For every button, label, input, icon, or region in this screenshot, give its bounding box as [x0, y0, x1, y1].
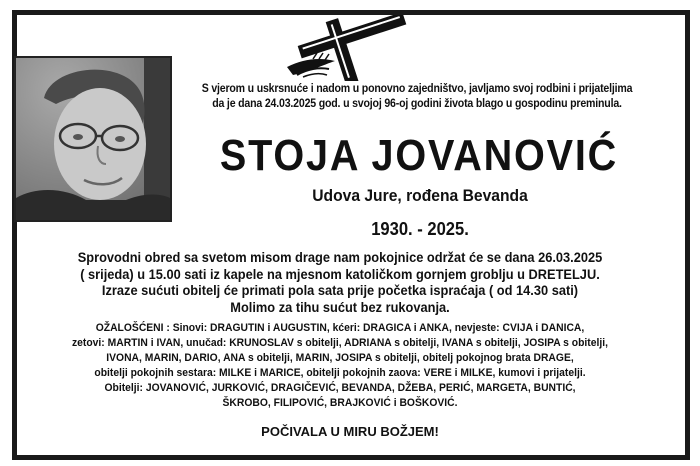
mourners-line-6: ŠKROBO, FILIPOVIĆ, BRAJKOVIĆ i BOŠKOVIĆ. — [222, 397, 458, 409]
deceased-subtitle: Udova Jure, rođena Bevanda — [312, 186, 528, 205]
announcement-line-1: S vjerom u uskrsnuće i nadom u ponovno zajedništvo, javljamo svoj rodbini i prijateljima — [201, 83, 633, 95]
cross-with-palm-icon — [283, 15, 423, 81]
funeral-line-3: Izraze sućuti obitelj će primati pola sata prije početka ispraćaja ( od 14.30 sati) — [101, 283, 579, 298]
mourners-line-2: zetovi: MARTIN i IVAN, unučad: KRUNOSLAV s obitelji, ADRIANA s obitelji, IVANA s obitelji, JOSIPA s obitelji, — [71, 337, 609, 349]
portrait-photo — [14, 56, 172, 222]
mourners-line-1: OŽALOŠĆENI : Sinovi: DRAGUTIN i AUGUSTIN, kćeri: DRAGICA i ANKA, nevjeste: CVIJA i DANICA, — [95, 322, 585, 334]
life-years: 1930. - 2025. — [371, 219, 469, 239]
closing-phrase: POČIVALA U MIRU BOŽJEM! — [261, 424, 439, 439]
funeral-line-2: ( srijeda) u 15.00 sati iz kapele na mjesnom katoličkom gornjem groblju u DRETELJU. — [80, 266, 600, 282]
mourners-line-5: Obitelji: JOVANOVIĆ, JURKOVIĆ, DRAGIČEVIĆ, BEVANDA, DŽEBA, PERIĆ, MARGETA, BUNTIĆ, — [104, 382, 576, 394]
funeral-line-1: Sprovodni obred sa svetom misom drage nam pokojnice održat će se dana 26.03.2025 — [77, 250, 603, 265]
deceased-name: STOJA JOVANOVIĆ — [219, 131, 619, 180]
mourners-line-4: obitelji pokojnih sestara: MILKE i MARICE, obitelji pokojnih zaova: VERE i MILKE, kumovi i prijatelji. — [94, 367, 586, 379]
mourners-list — [18, 321, 662, 411]
funeral-details — [22, 250, 658, 316]
announcement-text — [201, 82, 633, 112]
mourners-line-3: IVONA, MARIN, DARIO, ANA s obitelji, MARIN, JOSIPA s obitelji, obitelj pokojnog brata DRAGE, — [106, 352, 574, 364]
funeral-line-4: Molimo za tihu sućut bez rukovanja. — [230, 299, 450, 315]
announcement-line-2: da je dana 24.03.2025 god. u svojoj 96-oj godini života blago u gospodinu preminula. — [212, 98, 622, 110]
